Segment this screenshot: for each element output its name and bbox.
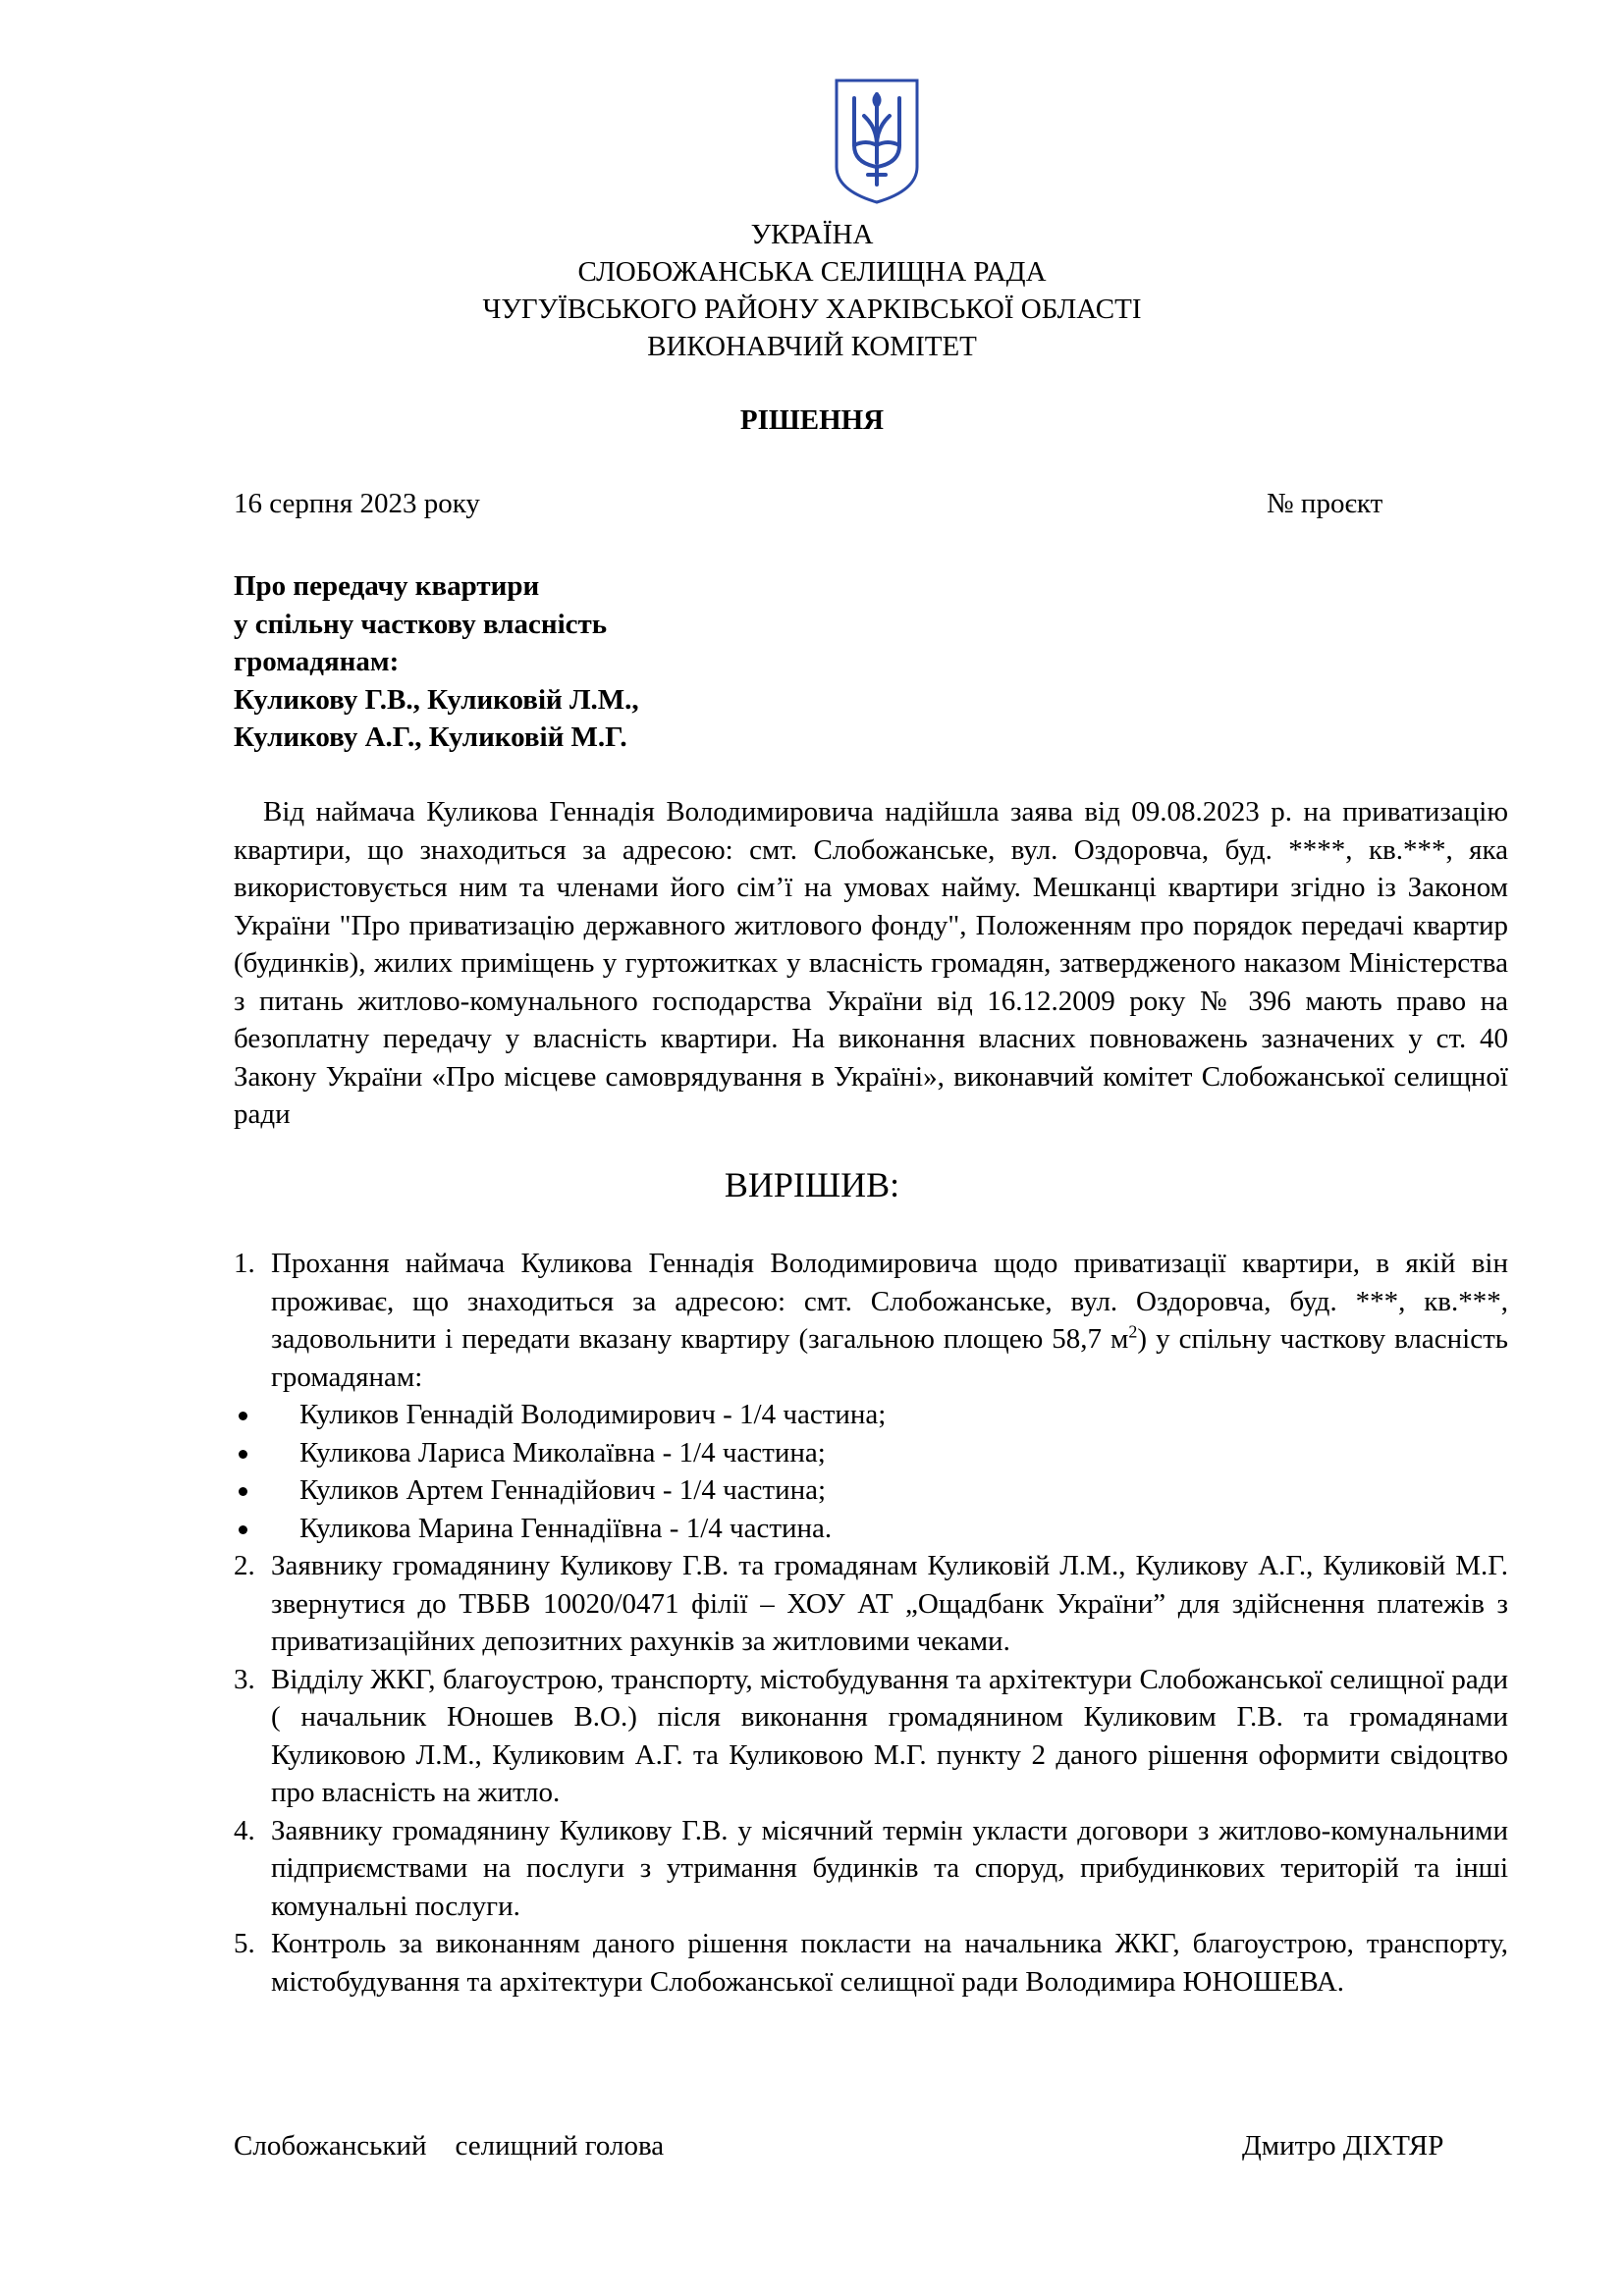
owner-list-item bbox=[0, 1434, 1624, 1472]
header-district: ЧУГУЇВСЬКОГО РАЙОНУ ХАРКІВСЬКОЇ ОБЛАСТІ bbox=[482, 294, 1142, 325]
decision-date: 16 серпня 2023 року bbox=[234, 488, 480, 519]
owner-text: Куликова Марина Геннадіївна - 1/4 частина. bbox=[299, 1512, 833, 1544]
item-text: Контроль за виконанням даного рішення покласти на начальника ЖКГ, благоустрою, транспорту, містобудування та архітектури Слобожанської селищної ради Володимира ЮНОШЕВА. bbox=[271, 1928, 1508, 1998]
item-text: Заявнику громадянину Куликову Г.В. у місячний термін укласти договори з житлово-комунальними підприємствами на послуги з утримання будинків та споруд, прибудинкових територій та інші комунальні послуги. bbox=[271, 1814, 1508, 1922]
document-title: РІШЕННЯ bbox=[739, 404, 885, 436]
owner-list-item bbox=[0, 1396, 1624, 1434]
signatory-position: Слобожанський селищний голова bbox=[234, 2130, 665, 2162]
item-number: 4. bbox=[234, 1814, 255, 1846]
owner-list-item bbox=[0, 1471, 1624, 1510]
decision-item-1 bbox=[0, 1245, 1508, 1396]
header-country: УКРАЇНА bbox=[750, 219, 874, 250]
decision-number: № проєкт bbox=[1267, 488, 1383, 519]
item-text-end: ) у спільну часткову власність громадянам: bbox=[271, 1323, 1508, 1393]
intro-paragraph: Від наймача Куликова Геннадія Володимировича надійшла заява від 09.08.2023 р. на приватизацію квартири, що знаходиться за адресою: смт. Слобожанське, вул. Оздоровча, буд. ****, кв.***, яка використовується ним та членами його сім’ї на умовах найму. Мешканці квартири згідно із Законом України "Про приватизацію державного житлового фонду", Положенням про порядок передачі квартир (будинків), жилих приміщень у гуртожитках у власність громадян, затвердженого наказом Міністерства з питань житлово-комунального господарства України від 16.12.2009 року № 396 мають право на безоплатну передачу у власність квартири. На виконання власних повноважень зазначених у ст. 40 Закону України «Про місцеве самоврядування в Україні», виконавчий комітет Слобожанської селищної ради bbox=[234, 796, 1508, 1130]
bullet-icon bbox=[239, 1412, 247, 1420]
owner-list-item bbox=[0, 1510, 1624, 1548]
bullet-icon bbox=[239, 1450, 247, 1459]
item-number: 2. bbox=[234, 1550, 255, 1581]
decision-item-4 bbox=[0, 1812, 1508, 1926]
item-text: Заявнику громадянину Куликову Г.В. та громадянам Куликовій Л.М., Куликову А.Г., Куликовій М.Г. звернутися до ТВБВ 10020/0471 філії – ХОУ АТ „Ощадбанк України” для здійснення платежів з приватизаційних депозитних рахунків за житловими чеками. bbox=[271, 1550, 1508, 1657]
resolved-heading: ВИРІШИВ: bbox=[724, 1165, 900, 1204]
coat-of-arms-icon bbox=[833, 77, 921, 206]
subject-line: у спільну часткову власність bbox=[234, 608, 608, 640]
subject-line: Куликову А.Г., Куликовій М.Г. bbox=[234, 721, 627, 753]
item-superscript: 2 bbox=[1128, 1321, 1138, 1342]
decision-item-5 bbox=[0, 1925, 1508, 2001]
decision-subject bbox=[234, 567, 639, 757]
subject-line: Куликову Г.В., Куликовій Л.М., bbox=[234, 683, 639, 716]
owner-text: Куликов Геннадій Володимирович - 1/4 частина; bbox=[299, 1399, 887, 1430]
header-committee: ВИКОНАВЧИЙ КОМІТЕТ bbox=[647, 331, 977, 362]
bullet-icon bbox=[239, 1525, 247, 1534]
header-council: СЛОБОЖАНСЬКА СЕЛИЩНА РАДА bbox=[577, 256, 1047, 288]
signatory-name: Дмитро ДІХТЯР bbox=[1242, 2130, 1444, 2162]
owner-text: Куликова Лариса Миколаївна - 1/4 частина; bbox=[299, 1436, 826, 1468]
decision-item-2 bbox=[0, 1547, 1508, 1661]
item-number: 3. bbox=[234, 1663, 255, 1695]
item-text: Відділу ЖКГ, благоустрою, транспорту, містобудування та архітектури Слобожанської селищної ради ( начальник Юношев В.О.) після виконання громадянином Куликовим Г.В. та громадянами Куликовою Л.М., Куликовим А.Г. та Куликовою М.Г. пункту 2 даного рішення оформити свідоцтво про власність на житло. bbox=[271, 1663, 1508, 1808]
decision-item-3 bbox=[0, 1661, 1508, 1812]
item-text: Прохання наймача Куликова Геннадія Володимировича щодо приватизації квартири, в якій він проживає, що знаходиться за адресою: смт. Слобожанське, вул. Оздоровча, буд. ***, кв.***, задовольнити і передати вказану квартиру (загальною площею 58,7 м bbox=[271, 1248, 1508, 1355]
decision-items bbox=[0, 1245, 1624, 2001]
owner-text: Куликов Артем Геннадійович - 1/4 частина; bbox=[299, 1474, 827, 1506]
subject-line: Про передачу квартири bbox=[234, 570, 540, 602]
bullet-icon bbox=[239, 1487, 247, 1496]
item-number: 1. bbox=[234, 1248, 255, 1279]
item-number: 5. bbox=[234, 1928, 255, 1959]
subject-line: громадянам: bbox=[234, 646, 400, 677]
